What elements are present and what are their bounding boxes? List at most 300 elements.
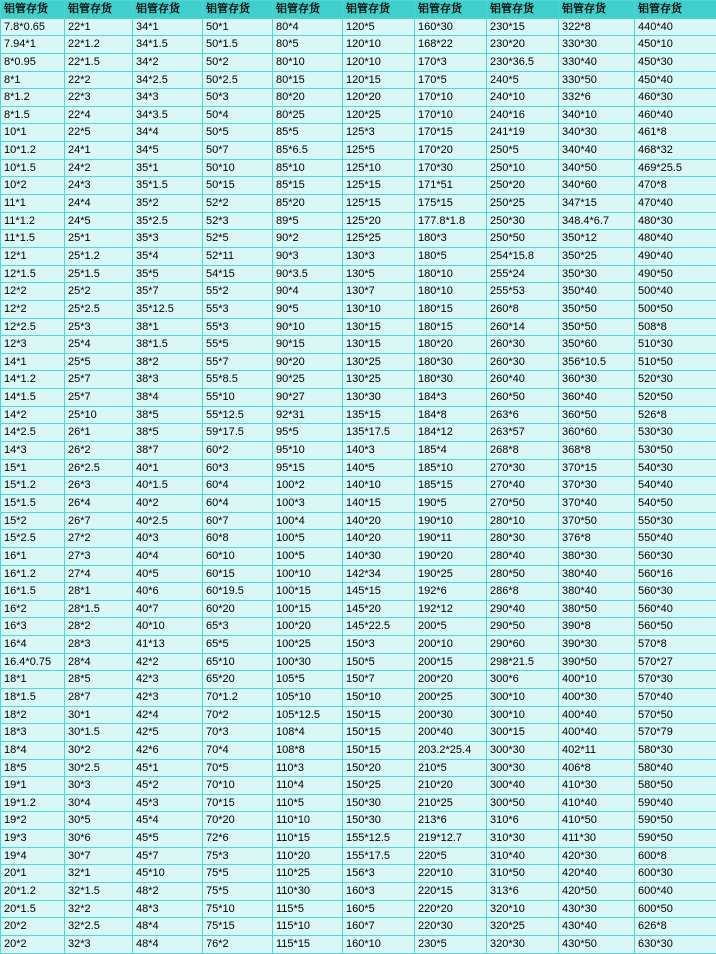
table-cell: 190*11 xyxy=(415,530,487,548)
table-cell: 370*15 xyxy=(559,459,635,477)
table-cell: 120*10 xyxy=(343,36,415,54)
table-cell: 200*10 xyxy=(415,636,487,654)
table-cell: 52*2 xyxy=(203,195,273,213)
table-cell: 75*5 xyxy=(203,883,273,901)
table-cell: 100*20 xyxy=(273,618,343,636)
table-cell: 300*30 xyxy=(487,759,559,777)
table-cell: 130*3 xyxy=(343,247,415,265)
table-cell: 160*10 xyxy=(343,935,415,953)
table-cell: 40*5 xyxy=(133,565,203,583)
table-cell: 200*20 xyxy=(415,671,487,689)
table-cell: 65*10 xyxy=(203,653,273,671)
table-cell: 330*30 xyxy=(559,36,635,54)
table-cell: 11*1.5 xyxy=(1,230,65,248)
table-cell: 500*40 xyxy=(635,283,716,301)
table-cell: 130*10 xyxy=(343,300,415,318)
table-cell: 400*10 xyxy=(559,671,635,689)
table-cell: 184*3 xyxy=(415,389,487,407)
table-cell: 480*40 xyxy=(635,230,716,248)
table-row xyxy=(1,18,716,36)
table-row xyxy=(1,89,716,107)
table-cell: 350*12 xyxy=(559,230,635,248)
table-cell: 376*8 xyxy=(559,530,635,548)
table-row xyxy=(1,459,716,477)
table-cell: 360*60 xyxy=(559,424,635,442)
table-cell: 190*10 xyxy=(415,512,487,530)
table-cell: 70*1.2 xyxy=(203,688,273,706)
table-cell: 260*30 xyxy=(487,336,559,354)
table-cell: 19*3 xyxy=(1,830,65,848)
table-row xyxy=(1,759,716,777)
table-cell: 220*15 xyxy=(415,883,487,901)
table-cell: 19*2 xyxy=(1,812,65,830)
table-cell: 590*50 xyxy=(635,812,716,830)
table-cell: 185*15 xyxy=(415,477,487,495)
table-cell: 90*3.5 xyxy=(273,265,343,283)
table-cell: 75*10 xyxy=(203,900,273,918)
table-cell: 26*2.5 xyxy=(65,459,133,477)
table-cell: 230*15 xyxy=(487,18,559,36)
table-cell: 180*30 xyxy=(415,371,487,389)
table-cell: 540*50 xyxy=(635,494,716,512)
table-cell: 125*3 xyxy=(343,124,415,142)
table-cell: 200*40 xyxy=(415,724,487,742)
table-cell: 150*30 xyxy=(343,794,415,812)
table-cell: 280*40 xyxy=(487,547,559,565)
table-row xyxy=(1,318,716,336)
table-cell: 260*40 xyxy=(487,371,559,389)
table-cell: 340*10 xyxy=(559,106,635,124)
table-cell: 110*30 xyxy=(273,883,343,901)
table-cell: 50*3 xyxy=(203,89,273,107)
table-cell: 12*2.5 xyxy=(1,318,65,336)
table-cell: 59*17.5 xyxy=(203,424,273,442)
table-cell: 34*4 xyxy=(133,124,203,142)
table-row xyxy=(1,706,716,724)
table-cell: 115*10 xyxy=(273,918,343,936)
table-cell: 570*27 xyxy=(635,653,716,671)
table-cell: 510*50 xyxy=(635,353,716,371)
table-cell: 35*5 xyxy=(133,265,203,283)
table-cell: 460*40 xyxy=(635,106,716,124)
table-cell: 570*79 xyxy=(635,724,716,742)
table-cell: 190*25 xyxy=(415,565,487,583)
table-cell: 255*24 xyxy=(487,265,559,283)
table-cell: 10*2 xyxy=(1,177,65,195)
table-cell: 22*1.5 xyxy=(65,53,133,71)
table-cell: 560*50 xyxy=(635,618,716,636)
table-cell: 268*8 xyxy=(487,442,559,460)
table-cell: 70*5 xyxy=(203,759,273,777)
table-cell: 30*1.5 xyxy=(65,724,133,742)
table-cell: 490*40 xyxy=(635,247,716,265)
table-cell: 105*12.5 xyxy=(273,706,343,724)
table-cell: 45*3 xyxy=(133,794,203,812)
table-cell: 490*50 xyxy=(635,265,716,283)
table-cell: 40*7 xyxy=(133,600,203,618)
table-cell: 380*30 xyxy=(559,547,635,565)
table-cell: 30*2 xyxy=(65,741,133,759)
table-cell: 18*1 xyxy=(1,671,65,689)
table-cell: 15*1.5 xyxy=(1,494,65,512)
table-cell: 350*25 xyxy=(559,247,635,265)
table-cell: 50*5 xyxy=(203,124,273,142)
table-cell: 25*1 xyxy=(65,230,133,248)
table-cell: 11*1.2 xyxy=(1,212,65,230)
table-cell: 110*4 xyxy=(273,777,343,795)
table-cell: 390*8 xyxy=(559,618,635,636)
table-cell: 156*3 xyxy=(343,865,415,883)
table-row xyxy=(1,565,716,583)
table-cell: 34*1.5 xyxy=(133,36,203,54)
table-cell: 203.2*25.4 xyxy=(415,741,487,759)
table-cell: 184*12 xyxy=(415,424,487,442)
table-cell: 420*40 xyxy=(559,865,635,883)
table-cell: 219*12.7 xyxy=(415,830,487,848)
table-row xyxy=(1,212,716,230)
table-cell: 260*14 xyxy=(487,318,559,336)
table-cell: 8*1.5 xyxy=(1,106,65,124)
table-cell: 125*10 xyxy=(343,159,415,177)
table-cell: 22*4 xyxy=(65,106,133,124)
table-cell: 350*50 xyxy=(559,318,635,336)
table-cell: 210*5 xyxy=(415,759,487,777)
table-cell: 300*10 xyxy=(487,688,559,706)
table-cell: 19*1.2 xyxy=(1,794,65,812)
table-cell: 34*5 xyxy=(133,142,203,160)
column-header: 铝管存货 xyxy=(343,1,415,19)
table-cell: 15*1 xyxy=(1,459,65,477)
table-cell: 45*2 xyxy=(133,777,203,795)
table-cell: 8*0.95 xyxy=(1,53,65,71)
table-cell: 60*15 xyxy=(203,565,273,583)
table-cell: 32*1 xyxy=(65,865,133,883)
table-cell: 25*7 xyxy=(65,371,133,389)
table-cell: 360*40 xyxy=(559,389,635,407)
table-cell: 70*2 xyxy=(203,706,273,724)
table-cell: 45*5 xyxy=(133,830,203,848)
table-cell: 130*5 xyxy=(343,265,415,283)
table-cell: 60*7 xyxy=(203,512,273,530)
table-cell: 508*8 xyxy=(635,318,716,336)
table-row xyxy=(1,195,716,213)
table-cell: 16*1 xyxy=(1,547,65,565)
table-cell: 15*2 xyxy=(1,512,65,530)
table-cell: 25*5 xyxy=(65,353,133,371)
table-row xyxy=(1,741,716,759)
table-cell: 240*10 xyxy=(487,89,559,107)
table-cell: 18*2 xyxy=(1,706,65,724)
table-cell: 40*1 xyxy=(133,459,203,477)
table-cell: 140*10 xyxy=(343,477,415,495)
table-cell: 313*6 xyxy=(487,883,559,901)
table-cell: 300*10 xyxy=(487,706,559,724)
table-cell: 40*10 xyxy=(133,618,203,636)
table-cell: 220*20 xyxy=(415,900,487,918)
table-cell: 85*5 xyxy=(273,124,343,142)
table-cell: 110*20 xyxy=(273,847,343,865)
column-header: 铝管存货 xyxy=(635,1,716,19)
table-cell: 70*15 xyxy=(203,794,273,812)
table-cell: 420*30 xyxy=(559,847,635,865)
table-cell: 175*15 xyxy=(415,195,487,213)
table-cell: 140*20 xyxy=(343,530,415,548)
table-cell: 110*10 xyxy=(273,812,343,830)
column-header: 铝管存货 xyxy=(273,1,343,19)
table-cell: 150*3 xyxy=(343,636,415,654)
table-cell: 80*25 xyxy=(273,106,343,124)
table-cell: 140*30 xyxy=(343,547,415,565)
table-cell: 52*5 xyxy=(203,230,273,248)
table-cell: 171*51 xyxy=(415,177,487,195)
table-cell: 70*3 xyxy=(203,724,273,742)
table-cell: 90*4 xyxy=(273,283,343,301)
table-cell: 570*8 xyxy=(635,636,716,654)
table-cell: 380*50 xyxy=(559,600,635,618)
table-cell: 125*20 xyxy=(343,212,415,230)
table-cell: 600*50 xyxy=(635,900,716,918)
table-cell: 406*8 xyxy=(559,759,635,777)
table-cell: 25*4 xyxy=(65,336,133,354)
table-cell: 55*3 xyxy=(203,300,273,318)
table-cell: 350*60 xyxy=(559,336,635,354)
table-cell: 48*2 xyxy=(133,883,203,901)
table-cell: 570*40 xyxy=(635,688,716,706)
table-row xyxy=(1,353,716,371)
table-cell: 16*4 xyxy=(1,636,65,654)
table-cell: 580*50 xyxy=(635,777,716,795)
table-cell: 125*15 xyxy=(343,195,415,213)
table-cell: 72*6 xyxy=(203,830,273,848)
table-cell: 260*50 xyxy=(487,389,559,407)
table-cell: 270*40 xyxy=(487,477,559,495)
table-cell: 420*50 xyxy=(559,883,635,901)
table-cell: 95*5 xyxy=(273,424,343,442)
table-cell: 180*5 xyxy=(415,247,487,265)
table-cell: 356*10.5 xyxy=(559,353,635,371)
table-cell: 210*20 xyxy=(415,777,487,795)
table-cell: 170*5 xyxy=(415,71,487,89)
table-cell: 410*30 xyxy=(559,777,635,795)
column-header: 铝管存货 xyxy=(203,1,273,19)
table-cell: 190*5 xyxy=(415,494,487,512)
table-cell: 27*3 xyxy=(65,547,133,565)
table-cell: 35*7 xyxy=(133,283,203,301)
table-cell: 60*10 xyxy=(203,547,273,565)
table-cell: 26*2 xyxy=(65,442,133,460)
table-row xyxy=(1,636,716,654)
table-cell: 100*5 xyxy=(273,547,343,565)
table-cell: 322*8 xyxy=(559,18,635,36)
table-cell: 230*36.5 xyxy=(487,53,559,71)
table-cell: 370*30 xyxy=(559,477,635,495)
table-cell: 90*20 xyxy=(273,353,343,371)
table-cell: 130*30 xyxy=(343,389,415,407)
table-cell: 26*3 xyxy=(65,477,133,495)
table-cell: 19*4 xyxy=(1,847,65,865)
table-cell: 16*1.2 xyxy=(1,565,65,583)
table-cell: 180*10 xyxy=(415,283,487,301)
table-row xyxy=(1,512,716,530)
table-cell: 24*2 xyxy=(65,159,133,177)
table-cell: 70*4 xyxy=(203,741,273,759)
table-row xyxy=(1,124,716,142)
table-cell: 550*40 xyxy=(635,530,716,548)
table-cell: 200*25 xyxy=(415,688,487,706)
table-cell: 28*1.5 xyxy=(65,600,133,618)
table-cell: 220*30 xyxy=(415,918,487,936)
table-cell: 286*8 xyxy=(487,583,559,601)
table-row xyxy=(1,812,716,830)
table-cell: 55*3 xyxy=(203,318,273,336)
table-cell: 560*30 xyxy=(635,547,716,565)
table-cell: 160*7 xyxy=(343,918,415,936)
table-cell: 170*3 xyxy=(415,53,487,71)
table-cell: 260*30 xyxy=(487,353,559,371)
table-cell: 40*2 xyxy=(133,494,203,512)
table-row xyxy=(1,547,716,565)
table-cell: 108*8 xyxy=(273,741,343,759)
table-cell: 241*19 xyxy=(487,124,559,142)
table-cell: 38*4 xyxy=(133,389,203,407)
table-row xyxy=(1,671,716,689)
table-row xyxy=(1,36,716,54)
table-cell: 7.94*1 xyxy=(1,36,65,54)
table-cell: 10*1.5 xyxy=(1,159,65,177)
table-cell: 150*5 xyxy=(343,653,415,671)
table-cell: 350*50 xyxy=(559,300,635,318)
table-cell: 52*11 xyxy=(203,247,273,265)
table-cell: 12*1 xyxy=(1,247,65,265)
table-cell: 32*1.5 xyxy=(65,883,133,901)
table-cell: 600*30 xyxy=(635,865,716,883)
table-cell: 469*25.5 xyxy=(635,159,716,177)
table-cell: 530*50 xyxy=(635,442,716,460)
table-cell: 90*2 xyxy=(273,230,343,248)
table-row xyxy=(1,477,716,495)
column-header: 铝管存货 xyxy=(559,1,635,19)
table-cell: 85*10 xyxy=(273,159,343,177)
table-row xyxy=(1,336,716,354)
table-cell: 60*4 xyxy=(203,494,273,512)
table-cell: 55*12.5 xyxy=(203,406,273,424)
table-row xyxy=(1,389,716,407)
table-cell: 470*40 xyxy=(635,195,716,213)
table-cell: 32*2.5 xyxy=(65,918,133,936)
table-cell: 100*15 xyxy=(273,600,343,618)
table-cell: 150*30 xyxy=(343,812,415,830)
table-cell: 50*7 xyxy=(203,142,273,160)
table-cell: 461*8 xyxy=(635,124,716,142)
table-cell: 48*4 xyxy=(133,918,203,936)
table-cell: 14*2.5 xyxy=(1,424,65,442)
table-cell: 120*20 xyxy=(343,89,415,107)
table-cell: 100*10 xyxy=(273,565,343,583)
table-cell: 35*4 xyxy=(133,247,203,265)
table-cell: 150*25 xyxy=(343,777,415,795)
table-cell: 360*30 xyxy=(559,371,635,389)
table-cell: 12*2 xyxy=(1,300,65,318)
table-cell: 560*30 xyxy=(635,583,716,601)
table-cell: 28*7 xyxy=(65,688,133,706)
table-cell: 85*15 xyxy=(273,177,343,195)
table-cell: 270*30 xyxy=(487,459,559,477)
table-row xyxy=(1,847,716,865)
table-cell: 320*25 xyxy=(487,918,559,936)
table-cell: 18*3 xyxy=(1,724,65,742)
table-row xyxy=(1,724,716,742)
table-cell: 16*3 xyxy=(1,618,65,636)
table-cell: 50*4 xyxy=(203,106,273,124)
table-cell: 22*1 xyxy=(65,18,133,36)
table-cell: 14*3 xyxy=(1,442,65,460)
table-cell: 35*2 xyxy=(133,195,203,213)
table-cell: 580*40 xyxy=(635,759,716,777)
table-cell: 16*1.5 xyxy=(1,583,65,601)
table-cell: 75*3 xyxy=(203,847,273,865)
table-cell: 120*10 xyxy=(343,53,415,71)
table-cell: 35*2.5 xyxy=(133,212,203,230)
table-cell: 42*4 xyxy=(133,706,203,724)
table-cell: 255*53 xyxy=(487,283,559,301)
table-cell: 180*3 xyxy=(415,230,487,248)
table-cell: 38*5 xyxy=(133,424,203,442)
table-cell: 60*4 xyxy=(203,477,273,495)
table-cell: 350*40 xyxy=(559,283,635,301)
table-row xyxy=(1,935,716,953)
table-cell: 90*5 xyxy=(273,300,343,318)
table-cell: 55*10 xyxy=(203,389,273,407)
table-cell: 290*40 xyxy=(487,600,559,618)
table-cell: 12*1.5 xyxy=(1,265,65,283)
table-cell: 155*12.5 xyxy=(343,830,415,848)
table-cell: 290*60 xyxy=(487,636,559,654)
table-cell: 50*10 xyxy=(203,159,273,177)
table-cell: 85*6.5 xyxy=(273,142,343,160)
table-cell: 368*8 xyxy=(559,442,635,460)
table-cell: 540*40 xyxy=(635,477,716,495)
table-cell: 300*40 xyxy=(487,777,559,795)
table-row xyxy=(1,159,716,177)
table-cell: 510*30 xyxy=(635,336,716,354)
table-row xyxy=(1,883,716,901)
table-cell: 90*27 xyxy=(273,389,343,407)
table-cell: 160*3 xyxy=(343,883,415,901)
table-cell: 60*3 xyxy=(203,459,273,477)
table-cell: 400*40 xyxy=(559,706,635,724)
table-cell: 38*7 xyxy=(133,442,203,460)
table-cell: 145*22.5 xyxy=(343,618,415,636)
table-cell: 390*30 xyxy=(559,636,635,654)
table-cell: 19*1 xyxy=(1,777,65,795)
table-cell: 185*10 xyxy=(415,459,487,477)
table-cell: 550*30 xyxy=(635,512,716,530)
table-cell: 28*3 xyxy=(65,636,133,654)
table-cell: 190*20 xyxy=(415,547,487,565)
table-row xyxy=(1,424,716,442)
table-cell: 100*25 xyxy=(273,636,343,654)
table-cell: 108*4 xyxy=(273,724,343,742)
table-cell: 450*10 xyxy=(635,36,716,54)
table-row xyxy=(1,53,716,71)
table-cell: 390*50 xyxy=(559,653,635,671)
table-cell: 185*4 xyxy=(415,442,487,460)
table-cell: 42*3 xyxy=(133,688,203,706)
table-cell: 200*30 xyxy=(415,706,487,724)
table-cell: 430*40 xyxy=(559,918,635,936)
table-cell: 12*2 xyxy=(1,283,65,301)
table-cell: 35*12.5 xyxy=(133,300,203,318)
